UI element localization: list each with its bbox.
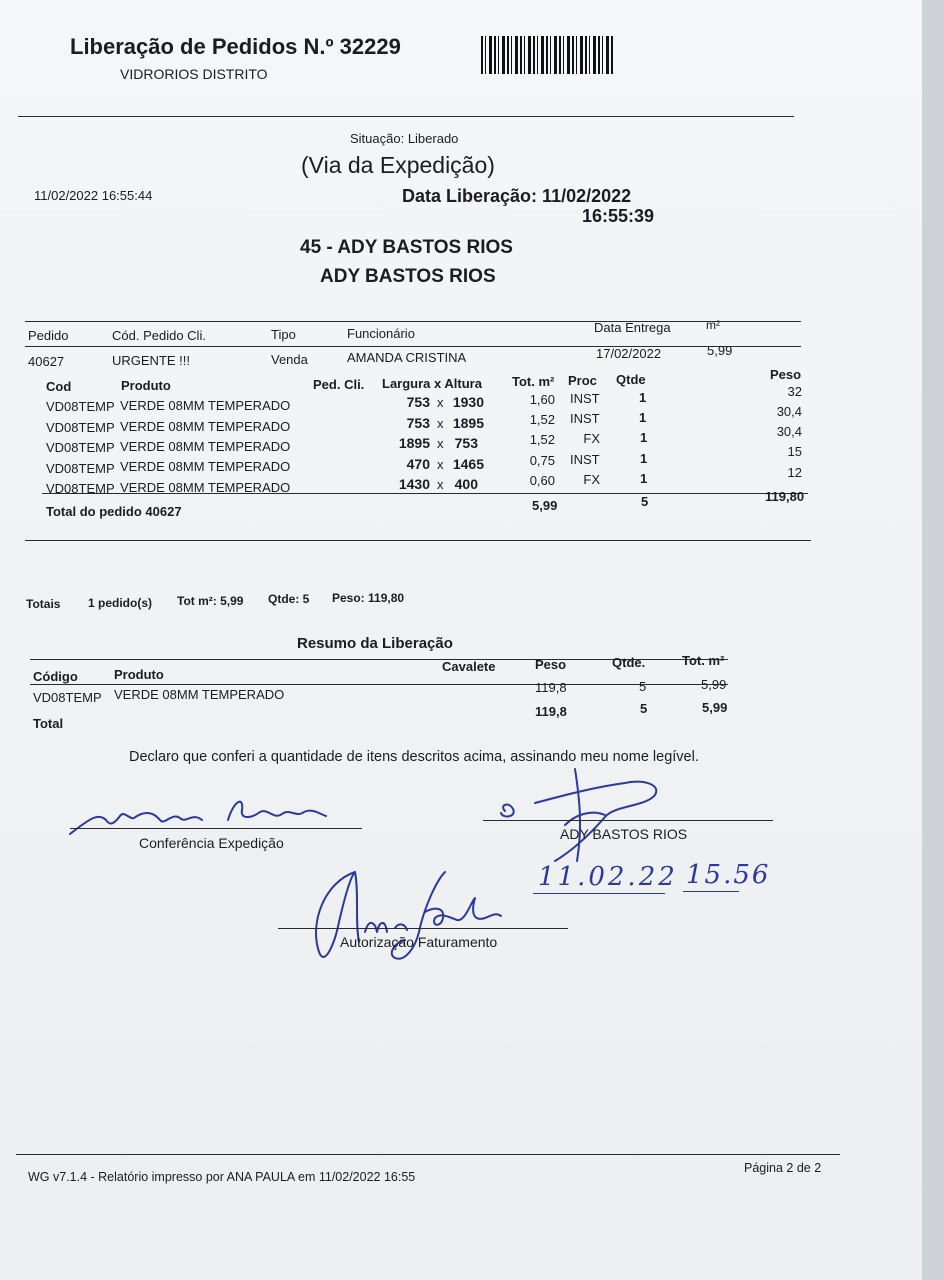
cell-largura: 470 xyxy=(406,456,430,472)
page-edge xyxy=(922,0,944,1280)
company-name: VIDRORIOS DISTRITO xyxy=(120,66,268,82)
cell-qtde: 1 xyxy=(639,410,647,425)
total-pedido-peso: 119,80 xyxy=(765,489,805,504)
cell-produto: VERDE 08MM TEMPERADO xyxy=(120,398,291,413)
divider xyxy=(42,493,808,494)
cell-peso: 30,4 xyxy=(776,404,802,419)
value-m2: 5,99 xyxy=(707,343,733,358)
handwritten-underline xyxy=(683,891,739,892)
resumo-cell-tot-m2: 5,99 xyxy=(701,677,727,692)
cell-altura: 1930 xyxy=(452,394,484,410)
value-data-entrega: 17/02/2022 xyxy=(596,346,662,361)
cell-altura: 1465 xyxy=(452,456,484,472)
resumo-cell-codigo: VD08TEMP xyxy=(33,690,102,705)
cell-largura: 1430 xyxy=(398,476,430,492)
cell-tot-m2: 1,60 xyxy=(529,392,555,407)
resumo-title: Resumo da Liberação xyxy=(297,635,453,652)
cell-largura: 753 xyxy=(406,415,430,431)
cell-largura: 753 xyxy=(406,394,430,410)
handwritten-underline xyxy=(533,893,665,894)
cell-tot-m2: 1,52 xyxy=(529,432,555,447)
cell-cod: VD08TEMP xyxy=(46,399,115,414)
conferencia-label: Conferência Expedição xyxy=(139,835,284,851)
resumo-total-qtde: 5 xyxy=(640,701,648,716)
cell-proc: FX xyxy=(583,472,600,487)
totals-pedidos: 1 pedido(s) xyxy=(88,596,153,610)
cell-qtde: 1 xyxy=(640,451,648,466)
col-proc: Proc xyxy=(568,373,597,388)
document-title: Liberação de Pedidos N.º 32229 xyxy=(70,34,401,59)
label-pedido: Pedido xyxy=(28,328,69,343)
label-funcionario: Funcionário xyxy=(347,326,415,341)
cell-qtde: 1 xyxy=(639,390,647,405)
divider xyxy=(25,540,811,541)
label-tipo: Tipo xyxy=(271,327,296,342)
cell-tot-m2: 0,75 xyxy=(529,453,555,468)
cell-peso: 30,4 xyxy=(776,424,802,439)
autorizacao-label: Autorização Faturamento xyxy=(340,934,498,950)
value-tipo: Venda xyxy=(271,352,308,367)
divider xyxy=(18,116,794,117)
conferencia-signature xyxy=(68,790,328,840)
cell-x: x xyxy=(437,395,444,410)
handwritten-time: 15.56 xyxy=(686,860,771,890)
resumo-col-tot-m2: Tot. m² xyxy=(682,653,725,668)
hora-liberacao: 16:55:39 xyxy=(582,206,655,226)
cell-tot-m2: 1,52 xyxy=(529,412,555,427)
resumo-cell-qtde: 5 xyxy=(639,679,647,694)
cell-tot-m2: 0,60 xyxy=(529,473,555,488)
cell-produto: VERDE 08MM TEMPERADO xyxy=(120,459,291,474)
barcode xyxy=(481,36,615,74)
cell-proc: INST xyxy=(570,452,600,467)
col-produto: Produto xyxy=(121,378,171,393)
via-label: (Via da Expedição) xyxy=(301,152,495,178)
signature-line xyxy=(483,820,773,821)
client-name-line1: 45 - ADY BASTOS RIOS xyxy=(300,237,513,258)
resumo-cell-produto: VERDE 08MM TEMPERADO xyxy=(114,687,285,702)
divider xyxy=(25,346,801,347)
cell-x: x xyxy=(437,416,444,431)
signature-line xyxy=(70,828,362,829)
cell-proc: INST xyxy=(570,391,600,406)
label-m2: m² xyxy=(706,318,720,332)
value-cod-pedido-cli: URGENTE !!! xyxy=(112,353,191,368)
cell-produto: VERDE 08MM TEMPERADO xyxy=(120,419,291,434)
col-cod: Cod xyxy=(46,379,72,394)
footer-page-number: Página 2 de 2 xyxy=(744,1161,822,1175)
resumo-total-label: Total xyxy=(33,716,64,731)
cell-cod: VD08TEMP xyxy=(46,440,115,455)
cell-cod: VD08TEMP xyxy=(46,420,115,435)
cell-produto: VERDE 08MM TEMPERADO xyxy=(120,439,291,454)
col-ped-cli: Ped. Cli. xyxy=(313,377,365,392)
resumo-col-cavalete: Cavalete xyxy=(442,659,496,674)
divider xyxy=(30,684,728,685)
label-cod-pedido-cli: Cód. Pedido Cli. xyxy=(112,328,206,343)
cell-x: x xyxy=(437,457,444,472)
value-funcionario: AMANDA CRISTINA xyxy=(347,350,467,365)
autorizacao-signature xyxy=(295,862,505,972)
client-name-line2: ADY BASTOS RIOS xyxy=(320,266,496,287)
client-signature-label: ADY BASTOS RIOS xyxy=(560,826,688,842)
resumo-cell-peso: 119,8 xyxy=(535,680,567,695)
cell-largura: 1895 xyxy=(398,435,430,451)
footer-report: WG v7.1.4 - Relatório impresso por ANA PAULA em 11/02/2022 16:55 xyxy=(28,1170,416,1184)
cell-cod: VD08TEMP xyxy=(46,481,115,496)
cell-peso: 15 xyxy=(787,444,802,459)
cell-peso: 12 xyxy=(787,465,802,480)
situacao-label: Situação: Liberado xyxy=(350,131,459,146)
cell-cod: VD08TEMP xyxy=(46,461,115,476)
data-liberacao: Data Liberação: 11/02/2022 xyxy=(402,186,632,206)
cell-qtde: 1 xyxy=(640,430,648,445)
totals-qtde: Qtde: 5 xyxy=(268,592,310,606)
col-peso: Peso xyxy=(770,367,802,382)
cell-altura: 1895 xyxy=(452,415,484,431)
resumo-total-peso: 119,8 xyxy=(535,704,567,719)
signature-line xyxy=(278,928,568,929)
col-largura-altura: Largura x Altura xyxy=(382,376,482,391)
value-pedido: 40627 xyxy=(28,354,65,369)
cell-produto: VERDE 08MM TEMPERADO xyxy=(120,480,291,495)
print-datetime: 11/02/2022 16:55:44 xyxy=(34,188,153,203)
cell-x: x xyxy=(437,436,444,451)
cell-proc: FX xyxy=(583,431,600,446)
resumo-col-produto: Produto xyxy=(114,667,164,682)
cell-x: x xyxy=(437,477,444,492)
cell-qtde: 1 xyxy=(640,471,648,486)
cell-proc: INST xyxy=(570,411,600,426)
total-pedido-m2: 5,99 xyxy=(532,498,558,513)
cell-altura: 753 xyxy=(454,435,478,451)
col-tot-m2: Tot. m² xyxy=(512,374,555,389)
label-data-entrega: Data Entrega xyxy=(594,320,671,335)
cell-peso: 32 xyxy=(787,384,802,399)
resumo-col-qtde: Qtde. xyxy=(612,655,646,670)
declaration-text: Declaro que conferi a quantidade de itens descritos acima, assinando meu nome legível. xyxy=(129,749,699,765)
totals-tot-m2: Tot m²: 5,99 xyxy=(177,594,244,608)
totals-peso: Peso: 119,80 xyxy=(332,591,405,605)
handwritten-date: 11.02.22 xyxy=(538,862,678,892)
totals-label: Totais xyxy=(26,597,61,611)
total-pedido-qtde: 5 xyxy=(641,494,649,509)
col-qtde: Qtde xyxy=(616,372,646,387)
resumo-total-tot-m2: 5,99 xyxy=(702,700,728,715)
cell-altura: 400 xyxy=(454,476,478,492)
resumo-col-peso: Peso xyxy=(535,657,567,672)
divider xyxy=(16,1154,840,1155)
client-signature xyxy=(495,765,675,865)
divider xyxy=(25,321,801,322)
resumo-col-codigo: Código xyxy=(33,669,78,684)
total-pedido-label: Total do pedido 40627 xyxy=(46,504,182,519)
